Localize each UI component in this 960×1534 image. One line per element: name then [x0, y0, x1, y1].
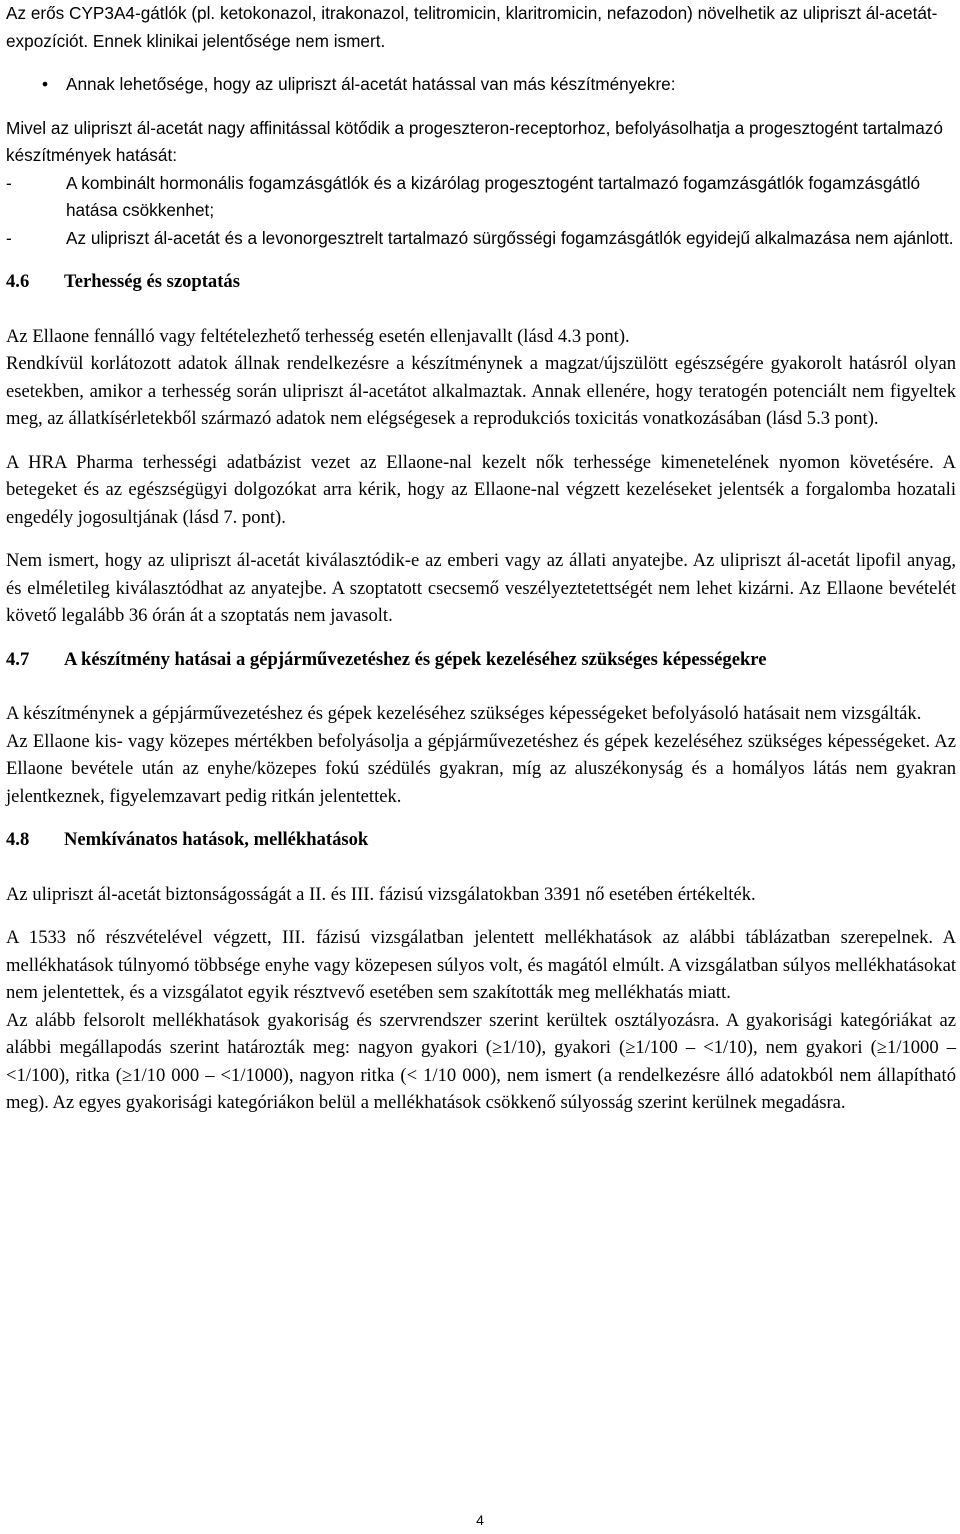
document-page [6, 0, 956, 1117]
section-title: A készítmény hatásai a gépjárművezetéshez és gépek kezeléséhez szükséges képességekre [64, 648, 767, 670]
dash-item-2 [6, 225, 956, 253]
section-title: Terhesség és szoptatás [64, 271, 240, 292]
section-heading-4-7 [6, 646, 956, 674]
section-title: Nemkívánatos hatások, mellékhatások [64, 829, 369, 850]
frequency-paragraph: Az alább felsorolt mellékhatások gyakoriság és szervrendszer szerint kerültek osztályozásra. A gyakorisági kategóriákat az alábbi megállapodás szerint határozták meg: nagyon gyakori (≥1/10), gyakori (≥1/100 – <1/10), nem gyakori (≥1/1000 – <1/100), ritka (≥1/10 000 – <1/1000), nagyon ritka (< 1/10 000), nem ismert (a rendelkezésre álló adatokból nem állapítható meg). Az egyes gyakorisági kategóriákon belül a mellékhatások csökkenő súlyosság szerint kerülnek megadásra. [6, 1009, 956, 1113]
pregnancy-registry-paragraph: A HRA Pharma terhességi adatbázist vezet az Ellaone-nal kezelt nők terhessége kimenetelének nyomon követésére. A betegeket és az egészségügyi dolgozókat arra kérik, hogy az Ellaone-nal végzett kezeléseket jelentsék a forgalomba hozatali engedély jogosultjának (lásd 7. pont). [6, 451, 956, 528]
dash-marker: - [6, 172, 12, 193]
dash-marker: - [6, 227, 12, 248]
dash-text-1: A kombinált hormonális fogamzásgátlók és a kizárólag progesztogént tartalmazó fogamzásgátlók fogamzásgátló hatása csökkenhet; [66, 172, 921, 220]
section-number: 4.6 [6, 271, 30, 292]
pregnancy-contraindication: Az Ellaone fennálló vagy feltételezhető terhesség esetén ellenjavallt (lásd 4.3 pont). [6, 325, 630, 347]
section-number: 4.8 [6, 829, 30, 850]
bullet-icon: • [42, 74, 49, 94]
page-number: 4 [476, 1512, 484, 1528]
bullet-text: Annak lehetősége, hogy az ulipriszt ál-acetát hatással van más készítményekre: [66, 74, 676, 94]
phase3-paragraph: A 1533 nő részvételével végzett, III. fázisú vizsgálatban jelentett mellékhatások az alábbi táblázatban szerepelnek. A mellékhatások túlnyomó többsége enyhe vagy közepesen súlyos volt, és magától elmúlt. A vizsgálatban súlyos mellékhatásokat nem jelentettek, és a vizsgálatot egyik résztvevő esetében sem szakították meg mellékhatás miatt. [6, 927, 956, 1003]
dash-text-2: Az ulipriszt ál-acetát és a levonorgesztrelt tartalmazó sürgősségi fogamzásgátlók egyidejű alkalmazása nem ajánlott. [66, 227, 954, 248]
driving-paragraph-2: Az Ellaone kis- vagy közepes mértékben befolyásolja a gépjárművezetéshez és gépek kezeléséhez szükséges képességeket. Az Ellaone bevétele után az enyhe/közepes fokú szédülés gyakran, míg az aluszékonyság és a homályos látás nem gyakran jelentkeznek, figyelemzavart pedig ritkán jelentettek. [6, 730, 956, 807]
safety-summary-paragraph: Az ulipriszt ál-acetát biztonságosságát a II. és III. fázisú vizsgálatokban 3391 nő esetében értékelték. [6, 883, 756, 905]
interaction-paragraph: Mivel az ulipriszt ál-acetát nagy affinitással kötődik a progeszteron-receptorhoz, befolyásolhatja a progesztogént tartalmazó készítmények hatását: [6, 117, 943, 165]
section-heading-4-8 [6, 826, 956, 854]
bullet-item [6, 71, 956, 99]
dash-item-1 [6, 170, 956, 225]
pregnancy-data-paragraph: Rendkívül korlátozott adatok állnak rendelkezésre a készítménynek a magzat/újszülött egészségére gyakorolt hatásról olyan esetekben, amikor a terhesség során ulipriszt ál-acetátot alkalmaztak. Annak ellenére, hogy teratogén potenciált nem figyeltek meg, az állatkísérletekből származó adatok nem elégségesek a reprodukciós toxicitás vonatkozásában (lásd 5.3 pont). [6, 353, 956, 429]
breastfeeding-paragraph: Nem ismert, hogy az ulipriszt ál-acetát kiválasztódik-e az emberi vagy az állati anyatejbe. Az ulipriszt ál-acetát lipofil anyag, és elméletileg kiválasztódhat az anyatejbe. A szoptatott csecsemő veszélyeztetettségét nem lehet kizárni. Az Ellaone bevételét követő legalább 36 órán át a szoptatás nem javasolt. [6, 550, 956, 626]
driving-paragraph-1: A készítménynek a gépjárművezetéshez és gépek kezeléséhez szükséges képességeket befolyásoló hatásait nem vizsgálták. [6, 703, 922, 724]
section-heading-4-6 [6, 268, 956, 296]
section-number: 4.7 [6, 648, 30, 670]
cyp3a4-paragraph: Az erős CYP3A4-gátlók (pl. ketokonazol, itrakonazol, telitromicin, klaritromicin, nefazodon) növelhetik az ulipriszt ál-acetát-expozíciót. Ennek klinikai jelentősége nem ismert. [6, 3, 938, 51]
